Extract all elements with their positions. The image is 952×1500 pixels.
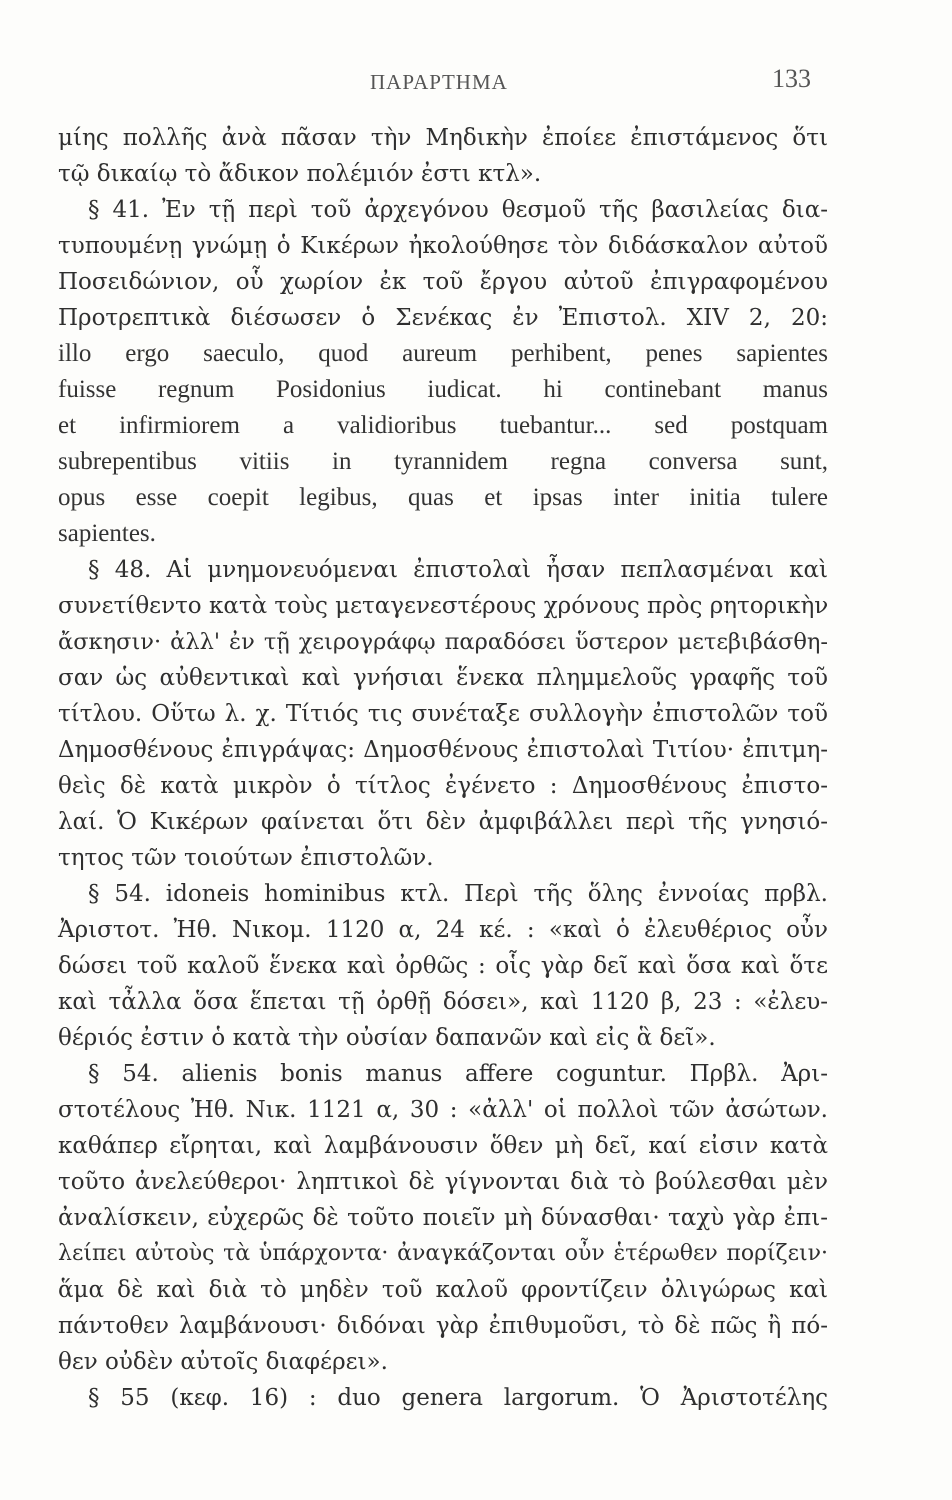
text-line: θεν οὐδὲν αὐτοῖς διαφέρει». xyxy=(58,1349,388,1375)
section-start-54: § 54. idoneis hominibus κτλ. Περὶ τῆς ὅλης ἐννοίας πρβλ. xyxy=(88,881,828,907)
latin-quote-line: illo ergo saeculo, quod aureum perhibent, penes sapientes xyxy=(58,340,828,367)
section-start-48: § 48. Αἱ μνημονευόμεναι ἐπιστολαὶ ἦσαν πεπλασμέναι καὶ xyxy=(88,557,828,583)
text-line: ἀναλίσκειν, εὐχερῶς δὲ τοῦτο ποιεῖν μὴ δύνασθαι· ταχὺ γὰρ ἐπι- xyxy=(58,1205,828,1231)
text-line: τῷ δικαίῳ τὸ ἄδικον πολέμιόν ἐστι κτλ». xyxy=(58,161,542,187)
section-start-55: § 55 (κεφ. 16) : duo genera largorum. Ὁ Ἀριστοτέλης xyxy=(88,1385,828,1411)
latin-quote-line: subrepentibus vitiis in tyrannidem regna conversa sunt, xyxy=(58,448,828,475)
text-line: Προτρεπτικὰ διέσωσεν ὁ Σενέκας ἐν Ἐπιστολ. XIV 2, 20: xyxy=(58,305,828,331)
section-start-54b: § 54. alienis bonis manus affere coguntur. Πρβλ. Ἀρι- xyxy=(88,1061,828,1087)
latin-quote-line: fuisse regnum Posidonius iudicat. hi continebant manus xyxy=(58,376,828,403)
text-line: σαν ὡς αὐθεντικαὶ καὶ γνήσιαι ἕνεκα πλημμελοῦς γραφῆς τοῦ xyxy=(58,665,828,691)
text-line: ἄσκησιν· ἀλλ' ἐν τῇ χειρογράφῳ παραδόσει ὕστερον μετεβιβάσθη- xyxy=(58,629,828,655)
text-line: λαί. Ὁ Κικέρων φαίνεται ὅτι δὲν ἀμφιβάλλει περὶ τῆς γνησιό- xyxy=(58,809,828,835)
text-line: δώσει τοῦ καλοῦ ἕνεκα καὶ ὀρθῶς : οἷς γὰρ δεῖ καὶ ὅσα καὶ ὅτε xyxy=(58,953,828,979)
section-start-41: § 41. Ἐν τῇ περὶ τοῦ ἀρχεγόνου θεσμοῦ τῆς βασιλείας δια- xyxy=(88,197,828,223)
text-line: τητος τῶν τοιούτων ἐπιστολῶν. xyxy=(58,845,434,871)
latin-quote-line: sapientes. xyxy=(58,520,156,547)
latin-quote-line: opus esse coepit legibus, quas et ipsas inter initia tulere xyxy=(58,484,828,511)
text-line: τοῦτο ἀνελεύθεροι· ληπτικοὶ δὲ γίγνονται διὰ τὸ βούλεσθαι μὲν xyxy=(58,1169,828,1195)
body-text xyxy=(58,120,828,1416)
text-line: μίης πολλῆς ἀνὰ πᾶσαν τὴν Μηδικὴν ἐποίεε ἐπιστάμενος ὅτι xyxy=(58,125,828,151)
text-line: πάντοθεν λαμβάνουσι· διδόναι γὰρ ἐπιθυμοῦσι, τὸ δὲ πῶς ἢ πό- xyxy=(58,1313,828,1339)
running-title: ΠΑΡΑΡΤΗΜΑ xyxy=(370,70,508,94)
text-line: ἅμα δὲ καὶ διὰ τὸ μηδὲν τοῦ καλοῦ φροντίζειν ὀλιγώρως καὶ xyxy=(58,1277,828,1303)
text-line: Ἀριστοτ. Ἠθ. Νικομ. 1120 α, 24 κέ. : «καὶ ὁ ἐλευθέριος οὖν xyxy=(58,917,828,943)
text-line: Ποσειδώνιον, οὗ χωρίον ἐκ τοῦ ἔργου αὐτοῦ ἐπιγραφομένου xyxy=(58,269,828,295)
text-line: καὶ τἆλλα ὅσα ἕπεται τῇ ὀρθῇ δόσει», καὶ 1120 β, 23 : «ἐλευ- xyxy=(58,989,828,1015)
text-line: θέριός ἐστιν ὁ κατὰ τὴν οὐσίαν δαπανῶν καὶ εἰς ἃ δεῖ». xyxy=(58,1025,716,1051)
page-header xyxy=(0,62,952,102)
text-line: λείπει αὐτοὺς τὰ ὑπάρχοντα· ἀναγκάζονται οὖν ἑτέρωθεν πορίζειν· xyxy=(58,1241,828,1266)
text-line: καθάπερ εἴρηται, καὶ λαμβάνουσιν ὅθεν μὴ δεῖ, καί εἰσιν κατὰ xyxy=(58,1133,828,1159)
text-line: τυπουμένῃ γνώμῃ ὁ Κικέρων ἠκολούθησε τὸν διδάσκαλον αὐτοῦ xyxy=(58,233,828,259)
latin-quote-line: et infirmiorem a validioribus tuebantur... sed postquam xyxy=(58,412,828,439)
page-number: 133 xyxy=(772,64,811,93)
text-line: στοτέλους Ἠθ. Νικ. 1121 α, 30 : «ἀλλ' οἱ πολλοὶ τῶν ἀσώτων. xyxy=(58,1097,828,1123)
text-line: τίτλου. Οὕτω λ. χ. Τίτιός τις συνέταξε συλλογὴν ἐπιστολῶν τοῦ xyxy=(58,701,828,727)
text-line: θεὶς δὲ κατὰ μικρὸν ὁ τίτλος ἐγένετο : Δημοσθένους ἐπιστο- xyxy=(58,773,828,799)
text-line: συνετίθεντο κατὰ τοὺς μεταγενεστέρους χρόνους πρὸς ρητορικὴν xyxy=(58,593,829,619)
text-line: Δημοσθένους ἐπιγράψας: Δημοσθένους ἐπιστολαὶ Τιτίου· ἐπιτμη- xyxy=(58,737,828,763)
